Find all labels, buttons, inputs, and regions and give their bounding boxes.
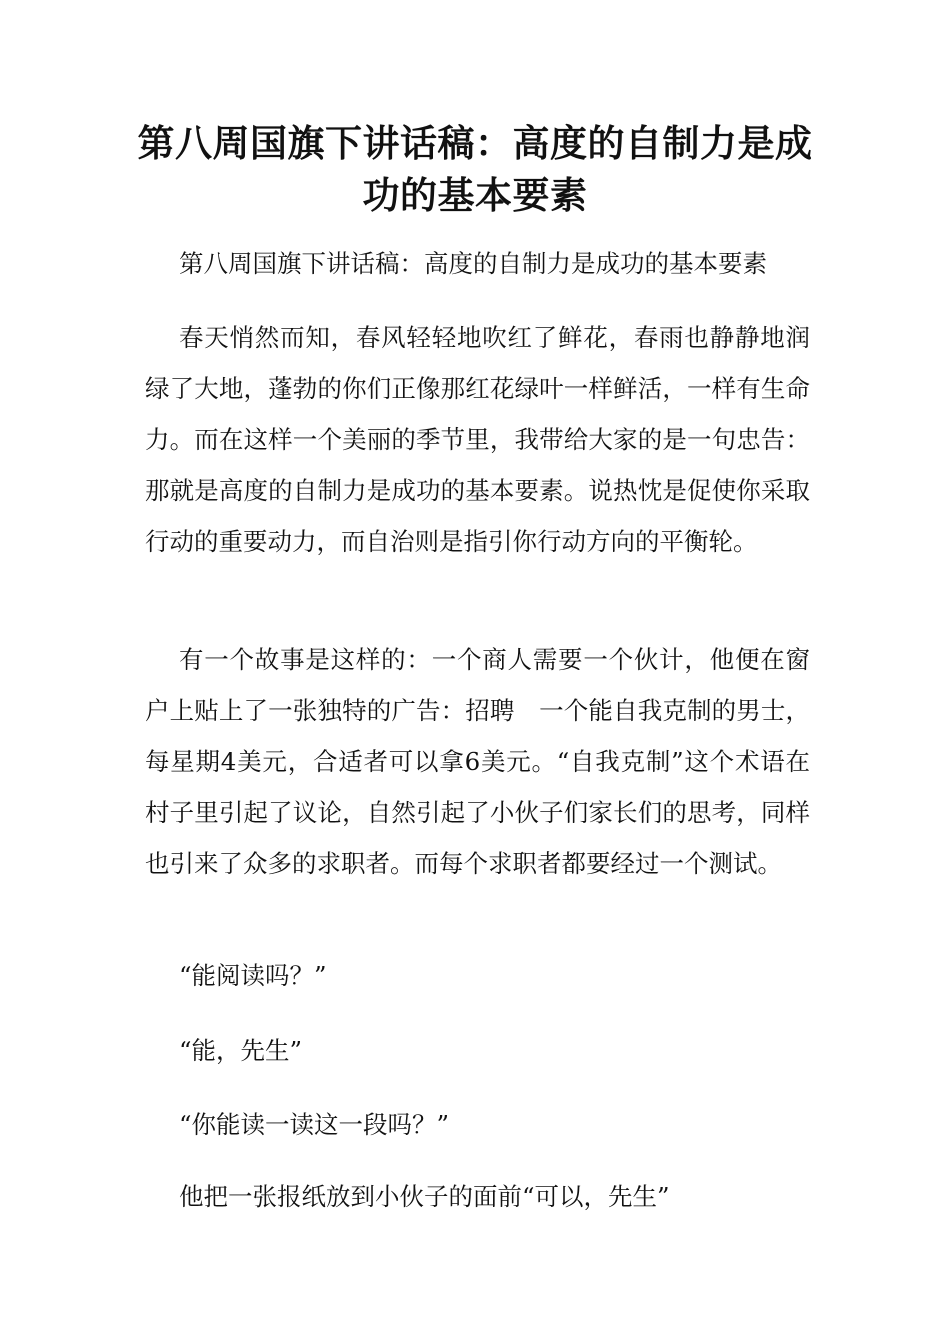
dialogue-line: 他把一张报纸放到小伙子的面前“可以，先生” xyxy=(179,1182,670,1211)
document-title: 第八周国旗下讲话稿：高度的自制力是成功的基本要素 xyxy=(137,122,813,217)
dialogue-line: “你能读一读这一段吗？” xyxy=(179,1110,450,1139)
dialogue-line: “能阅读吗？” xyxy=(179,961,327,990)
dialogue-line: “能，先生” xyxy=(179,1036,303,1065)
document-subtitle: 第八周国旗下讲话稿：高度的自制力是成功的基本要素 xyxy=(179,249,767,278)
paragraph-spring: 春天悄然而知，春风轻轻地吹红了鲜花，春雨也静静地润绿了大地，蓬勃的你们正像那红花绿叶一样鲜活，一样有生命力。而在这样一个美丽的季节里，我带给大家的是一句忠告：那就是高度的自制力是成功的基本要素。说热忱是促使你采取行动的重要动力，而自治则是指引你行动方向的平衡轮。 xyxy=(145,323,810,556)
paragraph-story: 有一个故事是这样的：一个商人需要一个伙计，他便在窗户上贴上了一张独特的广告：招聘 一个能自我克制的男士，每星期4美元，合适者可以拿6美元。“自我克制”这个术语在村子里引起了议论，自然引起了小伙子们家长们的思考，同样也引来了众多的求职者。而每个求职者都要经过一个测试。 xyxy=(145,645,810,878)
